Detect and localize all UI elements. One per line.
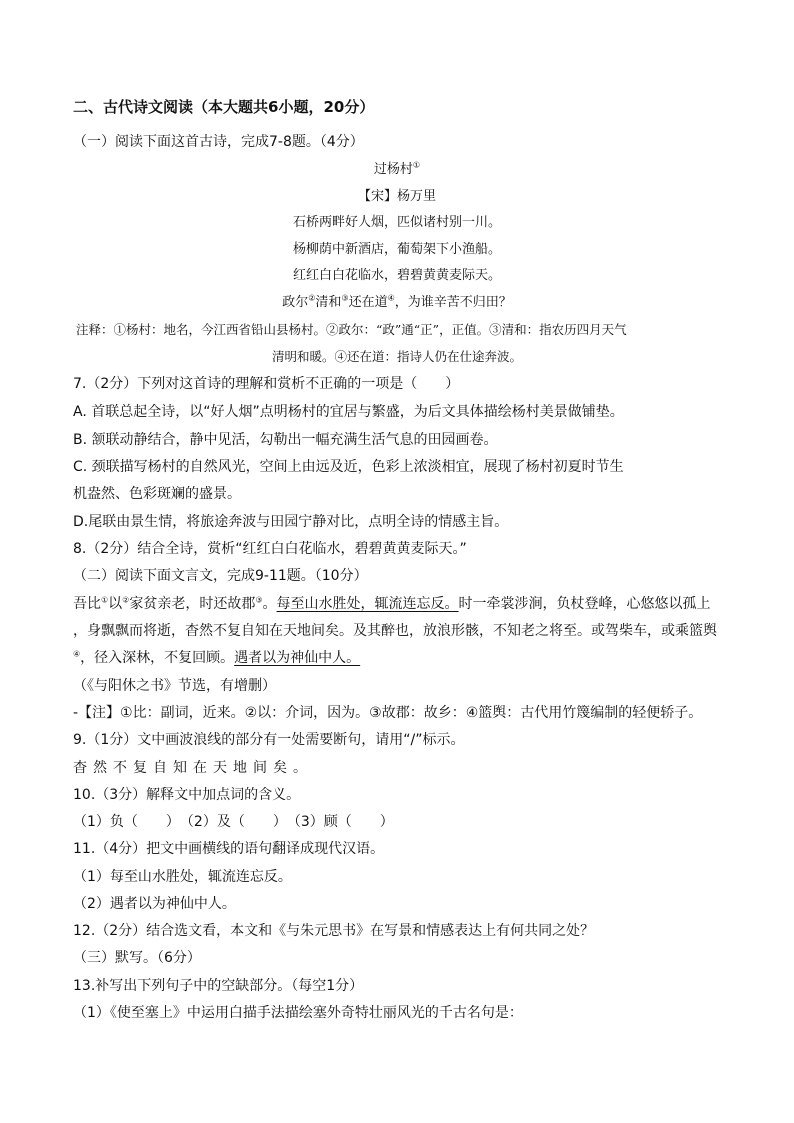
passage-source: （《与阳休之书》节选，有增删） — [73, 678, 276, 694]
poem-line-1: 石桥两畔好人烟，匹似诸村别一川。 — [292, 215, 501, 230]
underlined-sentence-2: 遇者以为神仙中人。 — [234, 650, 361, 666]
footnote-mark: ② — [122, 595, 130, 605]
q10-stem: 10.（3分）解释文中加点词的含义。 — [73, 787, 301, 803]
footnote-mark: ① — [101, 595, 109, 605]
q7-option-c-cont: 机盎然、色彩斑斓的盛景。 — [73, 486, 241, 502]
poem-title-footnote: ① — [412, 160, 421, 170]
q9-stem: 9.（1分）文中画波浪线的部分有一处需要断句，请用“/”标示。 — [73, 732, 465, 748]
q11-sentence-2: （2）遇者以为神仙中人。 — [73, 896, 236, 912]
poem-line-4-part: 政尔 — [282, 295, 309, 310]
passage-text: 以 — [108, 596, 123, 612]
section-title: 二、古代诗文阅读（本大题共6小题，20分） — [73, 98, 375, 116]
q11-sentence-1: （1）每至山水胜处，辄流连忘反。 — [73, 869, 292, 885]
underlined-sentence-1: 每至山水胜处，辄流连忘反。 — [276, 596, 459, 612]
footnote-mark: ③ — [341, 293, 349, 303]
poem-title — [0, 161, 794, 179]
q10-items: （1）负（ ） （2）及（ ） （3）顾（ ） — [73, 814, 394, 830]
q13-stem: 13.补写出下列句子中的空缺部分。（每空1分） — [73, 978, 364, 994]
passage-text: 。 — [262, 596, 277, 612]
poem-author: 【宋】杨万里 — [357, 189, 436, 204]
passage-line-2: ，身飘飘而将逝，杳然不复自知在天地间矣。及其醉也，放浪形骸，不知老之将至。或驾柴车，或乘篮舆 — [73, 623, 717, 639]
q7-stem: 7.（2分）下列对这首诗的理解和赏析不正确的一项是（ ） — [73, 376, 460, 392]
poem-line-4-part: 清和 — [315, 295, 342, 310]
passage-text: ，径入深林，不复回顾。 — [80, 650, 235, 666]
part2-heading: （二）阅读下面文言文，完成9-11题。（10分） — [73, 568, 368, 584]
footnote-mark: ③ — [255, 595, 263, 605]
footnote-mark: ④ — [73, 649, 81, 659]
passage-text: 时一牵裳涉涧，负杖登峰，心悠悠以孤上 — [458, 596, 711, 612]
q7-option-b: B. 颔联动静结合，静中见活，勾勒出一幅充满生活气息的田园画卷。 — [73, 432, 498, 448]
poem-line-4-part: ，为谁辛苦不归田？ — [394, 295, 512, 310]
poem-title-text: 过杨村 — [373, 162, 413, 177]
q7-option-a: A. 首联总起全诗，以“好人烟”点明杨村的宜居与繁盛，为后文具体描绘杨村美景做铺垫。 — [73, 404, 624, 420]
poem-notes-line-2: 清明和暖。④还在道：指诗人仍在仕途奔波。 — [271, 349, 522, 364]
q9-text: 杳然不复自知在天地间矣。 — [73, 760, 313, 776]
passage-text: 家贫亲老，时还故郡 — [129, 596, 256, 612]
q11-stem: 11.（4分）把文中画横线的语句翻译成现代汉语。 — [73, 841, 385, 857]
passage-line-3 — [73, 649, 360, 667]
q8-stem: 8.（2分）结合全诗，赏析“红红白白花临水，碧碧黄黄麦际天。” — [73, 541, 467, 557]
passage-text: 吾比 — [73, 596, 101, 612]
part3-heading: （三）默写。（6分） — [73, 950, 201, 966]
part1-heading: （一）阅读下面这首古诗，完成7-8题。（4分） — [73, 134, 364, 150]
footnote-mark: ④ — [387, 293, 395, 303]
passage-line-1 — [73, 595, 711, 613]
q13-item-1: （1）《使至塞上》中运用白描手法描绘塞外奇特壮丽风光的千古名句是： — [73, 1005, 523, 1021]
passage-notes: -【注】①比：副词，近来。②以：介词，因为。③故郡：故乡：④篮舆：古代用竹篾编制的轻便轿子。 — [73, 705, 703, 721]
poem-notes-line-1: 注释：①杨村：地名，今江西省铅山县杨村。②政尔：“政”通“正”，正值。③清和：指农历四月天气 — [76, 322, 627, 337]
poem-line-2: 杨柳荫中新酒店，葡萄架下小渔船。 — [292, 242, 501, 257]
footnote-mark: ② — [308, 293, 316, 303]
poem-line-3: 红红白白花临水，碧碧黄黄麦际天。 — [292, 268, 501, 283]
poem-line-4 — [0, 294, 794, 312]
poem-line-4-part: 还在道 — [348, 295, 388, 310]
q7-option-d: D.尾联由景生情，将旅途奔波与田园宁静对比，点明全诗的情感主旨。 — [73, 514, 509, 530]
q12-stem: 12.（2分）结合选文看，本文和《与朱元思书》在写景和情感表达上有何共同之处？ — [73, 923, 595, 939]
q7-option-c: C. 颈联描写杨村的自然风光，空间上由远及近，色彩上浓淡相宜，展现了杨村初夏时节生 — [73, 459, 624, 475]
